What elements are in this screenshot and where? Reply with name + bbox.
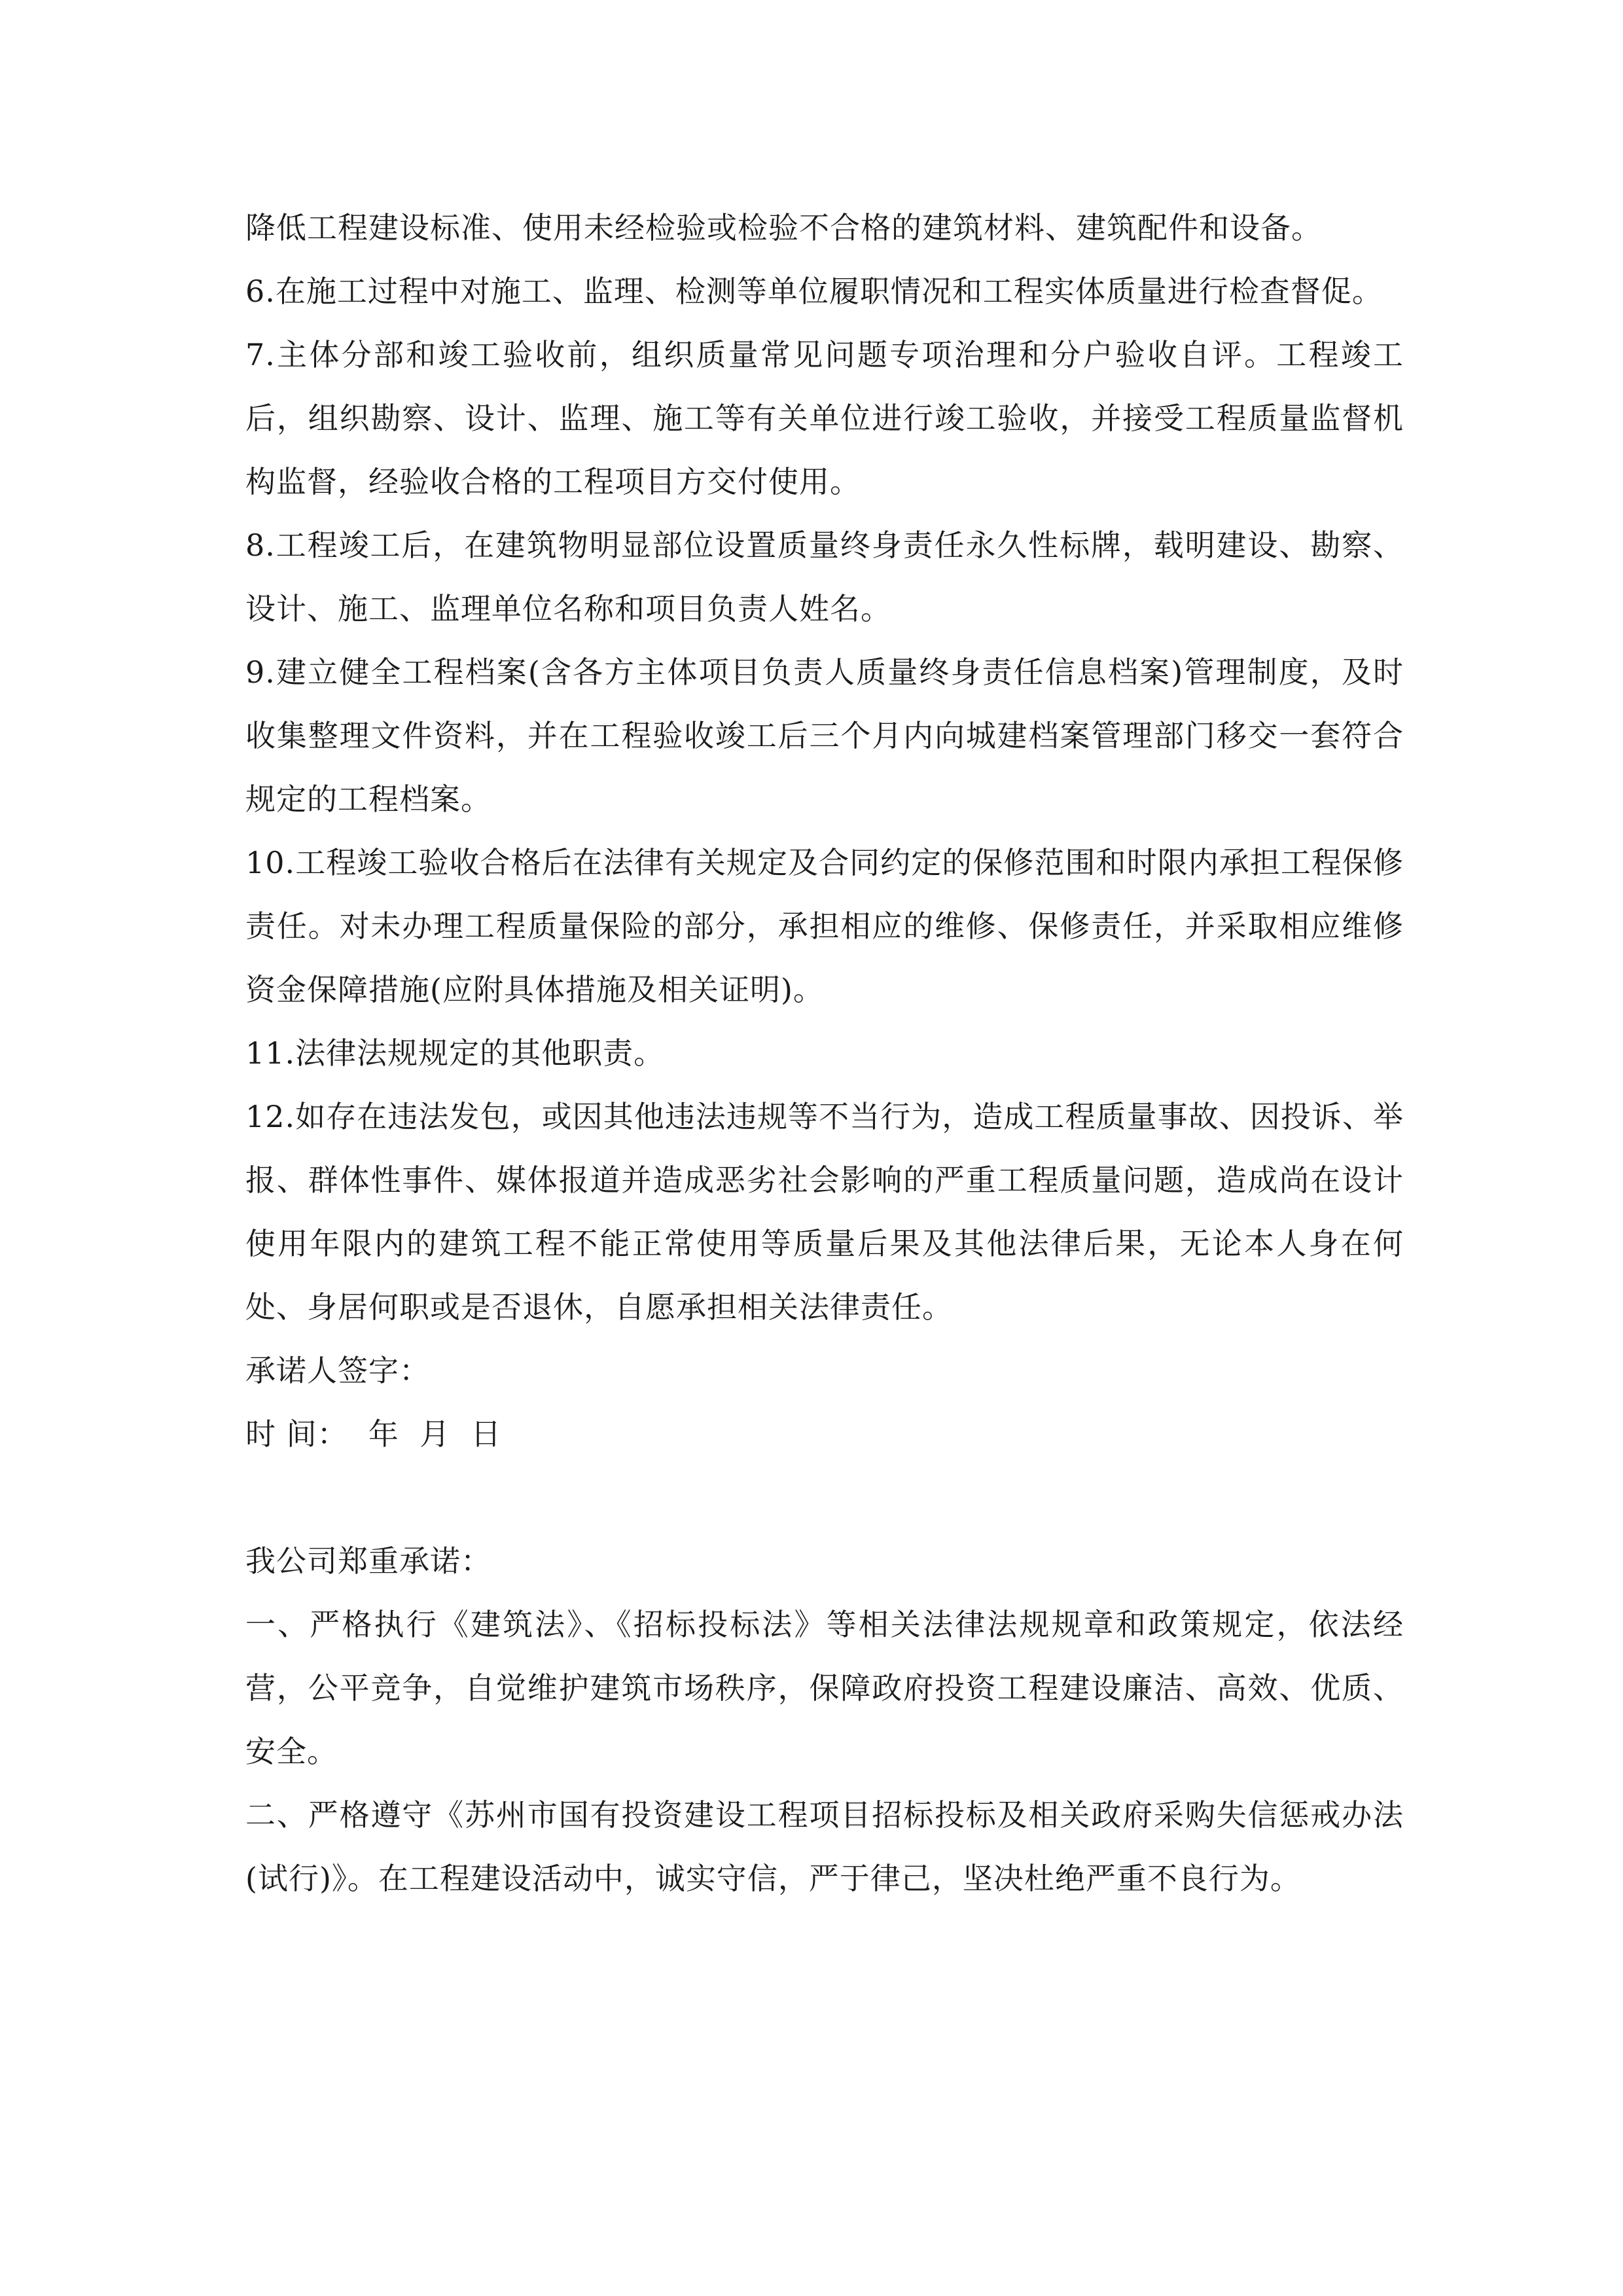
paragraph-item-12: 12.如存在违法发包，或因其他违法违规等不当行为，造成工程质量事故、因投诉、举报、群体性事件、媒体报道并造成恶劣社会影响的严重工程质量问题，造成尚在设计使用年限内的建筑工程不能正常使用等质量后果及其他法律后果，无论本人身在何处、身居何职或是否退休，自愿承担相关法律责任。: [245, 1099, 1404, 1325]
paragraph-item-6: 6.在施工过程中对施工、监理、检测等单位履职情况和工程实体质量进行检查督促。: [245, 274, 1383, 309]
company-pledge-heading: 我公司郑重承诺：: [245, 1543, 491, 1579]
paragraph-item-11: 11.法律法规规定的其他职责。: [245, 1035, 665, 1071]
paragraph-item-8: 8.工程竣工后，在建筑物明显部位设置质量终身责任永久性标牌，载明建设、勘察、设计、施工、监理单位名称和项目负责人姓名。: [245, 528, 1404, 626]
paragraph-item-9: 9.建立健全工程档案(含各方主体项目负责人质量终身责任信息档案)管理制度，及时收集整理文件资料，并在工程验收竣工后三个月内向城建档案管理部门移交一套符合规定的工程档案。: [245, 655, 1404, 817]
document-page: [245, 196, 1404, 1910]
pledge-item-1: 一、严格执行《建筑法》、《招标投标法》等相关法律法规规章和政策规定，依法经营，公平竞争，自觉维护建筑市场秩序，保障政府投资工程建设廉洁、高效、优质、安全。: [245, 1607, 1404, 1769]
signature-line: 承诺人签字：: [245, 1353, 430, 1388]
paragraph-item-10: 10.工程竣工验收合格后在法律有关规定及合同约定的保修范围和时限内承担工程保修责任。对未办理工程质量保险的部分，承担相应的维修、保修责任，并采取相应维修资金保障措施(应附具体措施及相关证明)。: [245, 845, 1404, 1007]
paragraph-continued-standards: 降低工程建设标准、使用未经检验或检验不合格的建筑材料、建筑配件和设备。: [245, 210, 1322, 245]
section-gap: [245, 1466, 1404, 1530]
paragraph-item-7: 7.主体分部和竣工验收前，组织质量常见问题专项治理和分户验收自评。工程竣工后，组织勘察、设计、监理、施工等有关单位进行竣工验收，并接受工程质量监督机构监督，经验收合格的工程项目方交付使用。: [245, 337, 1404, 499]
date-line: 时 间： 年 月 日: [245, 1416, 502, 1452]
pledge-item-2: 二、严格遵守《苏州市国有投资建设工程项目招标投标及相关政府采购失信惩戒办法(试行)》。在工程建设活动中，诚实守信，严于律己，坚决杜绝严重不良行为。: [245, 1797, 1404, 1896]
